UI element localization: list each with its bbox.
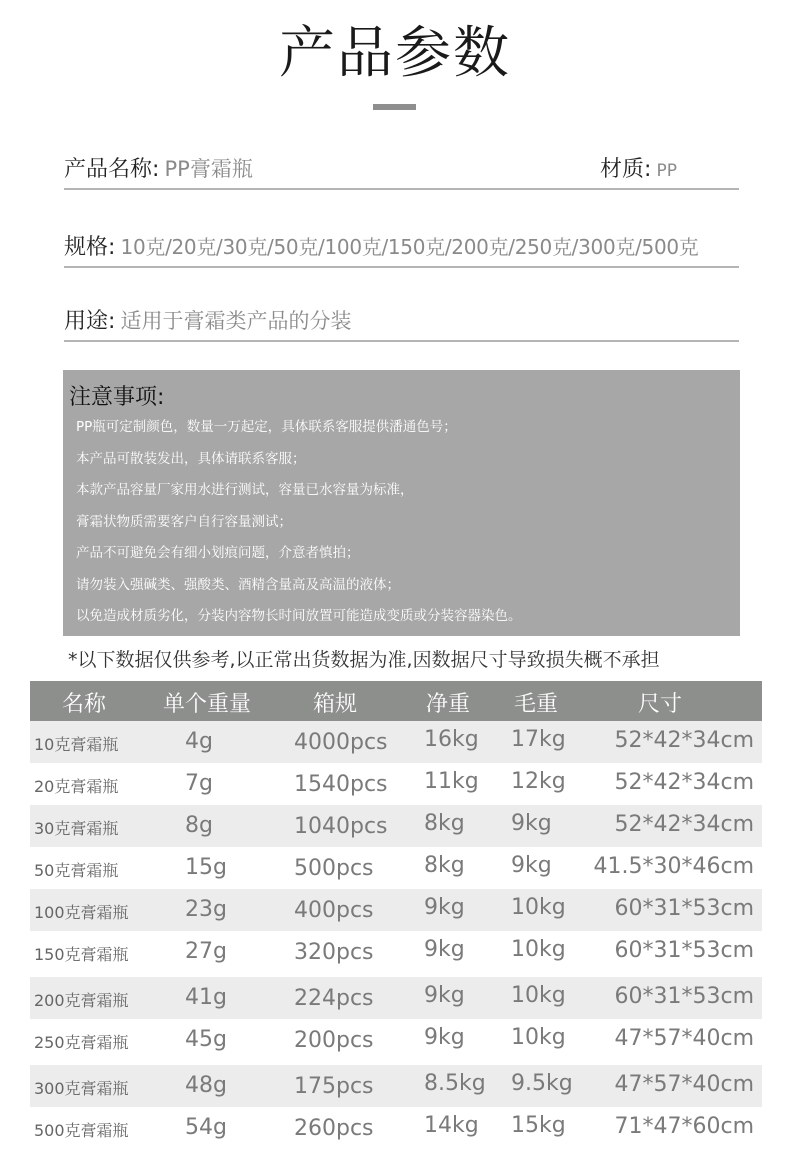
cell-net-weight: 8kg [424, 853, 465, 878]
table-header [30, 681, 762, 721]
cell-size: 47*57*40cm [614, 1072, 754, 1097]
cell-unit-weight: 23g [185, 897, 227, 922]
cell-name: 150克膏霜瓶 [34, 945, 129, 964]
notes-title: 注意事项: [69, 385, 165, 410]
cell-gross-weight: 9kg [511, 853, 552, 878]
cell-gross-weight: 10kg [511, 983, 566, 1008]
cell-unit-weight: 15g [185, 855, 227, 880]
use-row [64, 300, 739, 342]
header-net-weight: 净重 [426, 692, 471, 717]
cell-name: 250克膏霜瓶 [34, 1033, 129, 1052]
cell-unit-weight: 41g [185, 985, 227, 1010]
table-row [30, 805, 762, 847]
cell-box-spec: 500pcs [294, 856, 374, 881]
product-name-field [64, 152, 253, 183]
cell-box-spec: 400pcs [294, 898, 374, 923]
header-gross-weight: 毛重 [514, 692, 559, 717]
header-unit-weight: 单个重量 [163, 692, 252, 717]
cell-net-weight: 8kg [424, 811, 465, 836]
cell-size: 41.5*30*46cm [593, 854, 754, 879]
notes-item: 膏霜状物质需要客户自行容量测试； [76, 513, 292, 530]
table-row [30, 721, 762, 763]
table-row [30, 889, 762, 931]
cell-size: 60*31*53cm [614, 896, 754, 921]
spec-table [30, 681, 762, 1153]
cell-box-spec: 260pcs [294, 1116, 374, 1141]
cell-unit-weight: 27g [185, 939, 227, 964]
cell-net-weight: 14kg [424, 1113, 479, 1138]
table-row [30, 1065, 762, 1107]
cell-name: 50克膏霜瓶 [34, 861, 119, 880]
product-name-value: PP膏霜瓶 [164, 157, 253, 181]
cell-name: 10克膏霜瓶 [34, 735, 119, 754]
table-row [30, 931, 762, 977]
cell-gross-weight: 9kg [511, 811, 552, 836]
cell-name: 200克膏霜瓶 [34, 991, 129, 1010]
cell-gross-weight: 9.5kg [511, 1071, 573, 1096]
cell-box-spec: 320pcs [294, 940, 374, 965]
notes-item: PP瓶可定制颜色，数量一万起定，具体联系客服提供潘通色号； [76, 419, 457, 435]
header-box-spec: 箱规 [313, 692, 358, 717]
cell-box-spec: 1040pcs [294, 814, 388, 839]
cell-size: 52*42*34cm [614, 728, 754, 753]
spec-field [64, 230, 699, 261]
cell-unit-weight: 4g [185, 729, 213, 754]
cell-box-spec: 200pcs [294, 1028, 374, 1053]
header-size: 尺寸 [638, 692, 683, 717]
cell-gross-weight: 10kg [511, 1025, 566, 1050]
table-row [30, 847, 762, 889]
cell-name: 100克膏霜瓶 [34, 903, 129, 922]
cell-net-weight: 11kg [424, 769, 479, 794]
cell-size: 47*57*40cm [614, 1026, 754, 1051]
spec-row [64, 226, 739, 268]
use-label: 用途: [64, 309, 116, 334]
cell-box-spec: 175pcs [294, 1074, 374, 1099]
notes-panel [63, 370, 740, 636]
table-row [30, 1019, 762, 1065]
material-value: PP [656, 161, 678, 181]
notes-item: 请勿装入强碱类、强酸类、酒精含量高及高温的液体； [76, 576, 400, 593]
cell-unit-weight: 45g [185, 1027, 227, 1052]
page-title: 产品参数 [279, 21, 511, 86]
cell-gross-weight: 17kg [511, 727, 566, 752]
cell-net-weight: 9kg [424, 983, 465, 1008]
cell-size: 71*47*60cm [614, 1114, 754, 1139]
cell-box-spec: 1540pcs [294, 772, 388, 797]
reference-note: *以下数据仅供参考,以正常出货数据为准,因数据尺寸导致损失概不承担 [68, 649, 660, 671]
cell-unit-weight: 48g [185, 1073, 227, 1098]
notes-item: 本款产品容量厂家用水进行测试，容量已水容量为标准， [76, 482, 414, 498]
cell-box-spec: 224pcs [294, 986, 374, 1011]
cell-name: 500克膏霜瓶 [34, 1121, 129, 1140]
cell-gross-weight: 10kg [511, 895, 566, 920]
cell-size: 60*31*53cm [614, 938, 754, 963]
cell-gross-weight: 15kg [511, 1113, 566, 1138]
use-value: 适用于膏霜类产品的分装 [120, 309, 352, 333]
cell-net-weight: 16kg [424, 727, 479, 752]
cell-size: 52*42*34cm [614, 812, 754, 837]
title-underline [373, 104, 416, 110]
cell-net-weight: 9kg [424, 895, 465, 920]
cell-size: 60*31*53cm [614, 984, 754, 1009]
cell-gross-weight: 10kg [511, 937, 566, 962]
cell-name: 30克膏霜瓶 [34, 819, 119, 838]
notes-item: 产品不可避免会有细小划痕问题，介意者慎拍； [76, 545, 360, 561]
notes-item: 本产品可散装发出，具体请联系客服； [76, 450, 306, 467]
cell-unit-weight: 7g [185, 771, 213, 796]
notes-item: 以免造成材质劣化，分装内容物长时间放置可能造成变质或分装容器染色。 [76, 608, 522, 624]
cell-net-weight: 8.5kg [424, 1071, 486, 1096]
material-label: 材质: [600, 157, 652, 182]
cell-unit-weight: 54g [185, 1115, 227, 1140]
spec-label: 规格: [64, 235, 116, 260]
product-name-row [64, 148, 739, 190]
cell-name: 20克膏霜瓶 [34, 777, 119, 796]
cell-gross-weight: 12kg [511, 769, 566, 794]
spec-value: 10克/20克/30克/50克/100克/150克/200克/250克/300克/500克 [120, 235, 699, 259]
table-row [30, 977, 762, 1019]
table-row [30, 1107, 762, 1153]
cell-unit-weight: 8g [185, 813, 213, 838]
material-field [600, 152, 677, 183]
cell-box-spec: 4000pcs [294, 730, 388, 755]
table-body [30, 721, 762, 1153]
use-field [64, 304, 352, 335]
header-name: 名称 [62, 692, 107, 717]
cell-net-weight: 9kg [424, 937, 465, 962]
cell-size: 52*42*34cm [614, 770, 754, 795]
notes-list [76, 416, 522, 637]
product-name-label: 产品名称: [64, 157, 160, 182]
table-row [30, 763, 762, 805]
cell-net-weight: 9kg [424, 1025, 465, 1050]
cell-name: 300克膏霜瓶 [34, 1079, 129, 1098]
